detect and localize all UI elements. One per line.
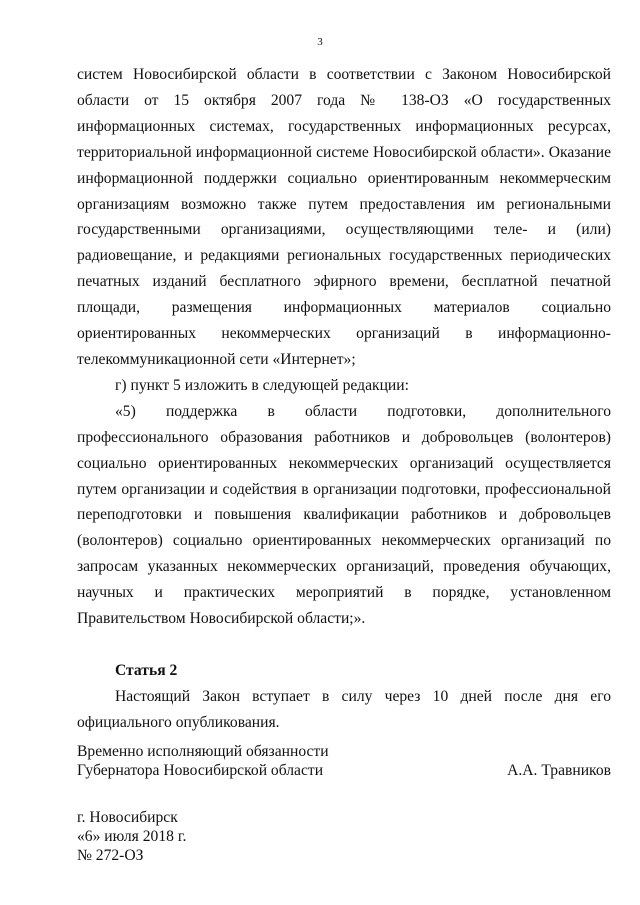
place-of-signing: г. Новосибирск — [77, 809, 178, 826]
paragraph-article-2: Настоящий Закон вступает в силу через 10 дней после дня его официального опубликования. — [77, 687, 611, 731]
signatory-position-line-1: Временно исполняющий обязанности — [77, 743, 329, 760]
paragraph-item-g: г) пункт 5 изложить в следующей редакции: — [115, 376, 409, 394]
document-body — [77, 62, 611, 736]
document-footer — [77, 808, 186, 865]
signatory-name: А.А. Травников — [507, 762, 611, 779]
paragraph-continuation: систем Новосибирской области в соответствии с Законом Новосибирской области от 15 октября 2007 года № 138-ОЗ «О государственных информационных системах, государственных информационных ресурсах, территориальной информационной системе Новосибирской области». Оказание информационной поддержки социально ориентированным некоммерческим организациям возможно также путем предоставления им региональными государственными организациями, осуществляющими теле- и (или) радиовещание, и редакциями региональных государственных периодических печатных изданий бесплатного эфирного времени, бесплатной печатной площади, размещения информационных материалов социально ориентированных некоммерческих организаций в информационно-телекоммуникационной сети «Интернет»; — [77, 66, 611, 368]
article-heading: Статья 2 — [115, 661, 178, 679]
paragraph-item-5: «5) поддержка в области подготовки, дополнительного профессионального образования работников и добровольцев (волонтеров) социально ориентированных некоммерческих организаций осуществляется путем организации и содействия в организации подготовки, профессиональной переподготовки и повышения квалификации работников и добровольцев (волонтеров) социально ориентированных некоммерческих организаций по запросам указанных некоммерческих организаций, проведения обучающих, научных и практических мероприятий в порядке, установленном Правительством Новосибирской области;». — [77, 402, 611, 628]
signature-block — [77, 742, 611, 780]
law-number: № 272-ОЗ — [77, 847, 144, 864]
signing-date: «6» июля 2018 г. — [77, 828, 187, 845]
signatory-position-line-2: Губернатора Новосибирской области — [77, 762, 324, 779]
page-number: 3 — [317, 36, 323, 48]
